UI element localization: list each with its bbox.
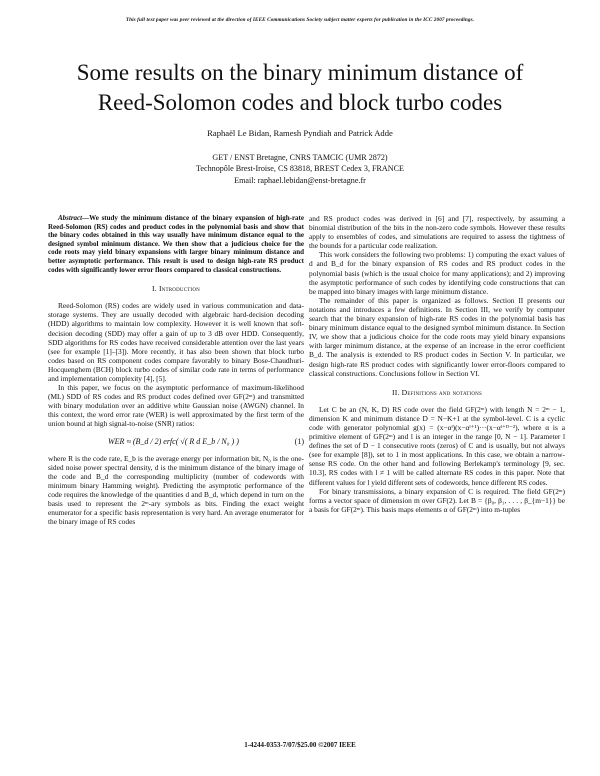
right-paragraph-2: This work considers the following two problems: 1) computing the exact values of d and B_d for the binary expansion of RS codes and RS product codes in the polynomial basis (which is the usual choice for many applications); and 2) improving the asymptotic performance of such codes by identifying code constructions that can be mapped into binary images with large minimum distance. (309, 250, 565, 296)
abstract (48, 214, 304, 274)
intro-paragraph-1: Reed-Solomon (RS) codes are widely used in various communication and data-storage systems. They are usually decoded with algebraic hard-decision decoding (HDD) algorithms to maintain low complexity. However it is well known that soft-decision decoding (SDD) may offer a gain of up to 3 dB over HDD. Consequently, SDD algorithms for RS codes have received considerable attention over the last years (see for example [1]–[3]). More recently, it has also been shown that block turbo codes based on RS component codes compare favorably to binary Bose-Chaudhuri-Hocquenghem (BCH) block turbo codes of similar code rate in terms of performance and implementation complexity [4], [5]. (48, 301, 304, 383)
equation-expression: WER ≈ (B_d / 2) erfc( √( R d E_b / N₀ ) ) (108, 436, 239, 446)
abstract-text: —We study the minimum distance of the binary expansion of high-rate Reed-Solomon (RS) codes and product codes in the polynomial basis and show that the binary codes obtained in this way usually have minimum distance equal to the designed symbol minimum distance. We then show that a judicious choice for the code roots may yield binary expansions with larger binary minimum distance and better asymptotic performance. This result is used to design high-rate RS product codes with significantly lower error floors compared to classical constructions. (48, 214, 304, 274)
definitions-paragraph-2: For binary transmissions, a binary expansion of C is required. The field GF(2ᵐ) forms a vector space of dimension m over GF(2). Let B = {β₀, β₁, . . . , β_{m−1}} be a basis for GF(2ᵐ). This basis maps elements α of GF(2ᵐ) into m-tuples (309, 486, 565, 514)
intro-paragraph-3: where R is the code rate, E_b is the average energy per information bit, N₀ is the one-sided noise power spectral density, d is the minimum distance of the binary image of the code and B_d the corresponding multiplicity (number of codewords with minimum binary Hamming weight). Predicting the asymptotic performance of the code requires the knowledge of the quantities d and B_d, which depend in turn on the basis used to represent the 2ᵐ-ary symbols as bits. Finding the exact weight enumerator for a specific basis representation is very hard. An average enumerator for the binary image of RS codes (48, 453, 304, 527)
affiliation-email: Email: raphael.lebidan@enst-bretagne.fr (234, 175, 366, 185)
paper-title (40, 58, 560, 118)
left-column (48, 214, 304, 526)
footer-copyright: 1-4244-0353-7/07/$25.00 ©2007 IEEE (244, 741, 356, 749)
right-column (309, 214, 565, 514)
affiliation-line-2: Technopôle Brest-Iroise, CS 83818, BREST Cedex 3, FRANCE (196, 164, 404, 174)
right-paragraph-3: The remainder of this paper is organized as follows. Section II presents our notations and introduces a few definitions. In Section III, we verify by computer search that the binary expansion of high-rate RS codes in the polynomial basis has binary minimum distance equal to the designed symbol minimum distance. In Section IV, we show that a judicious choice for the code roots may yield binary expansions with larger minimum distance, at the expense of an increase in the error coefficient B_d. The analysis is extended to RS product codes in Section V. In particular, we design high-rate RS product codes with significantly lower error-floors compared to classical constructions. Conclusions follow in Section VI. (309, 295, 565, 378)
title-line-1: Some results on the binary minimum distance of (76, 60, 524, 85)
right-paragraph-1: and RS product codes was derived in [6] and [7], respectively, by assuming a binomial distribution of the bits in the non-zero code symbols. However these results apply to ensembles of codes, and simulations are required to assess the tightness of the bounds for a particular code realization. (309, 214, 565, 251)
abstract-label: Abstract (58, 214, 83, 222)
title-line-2: Reed-Solomon codes and block turbo codes (97, 90, 503, 115)
intro-paragraph-2: In this paper, we focus on the asymptotic performance of maximum-likelihood (ML) SDD of RS codes and RS product codes defined over GF(2ᵐ) and transmitted with binary modulation over an additive white Gaussian noise (AWGN) channel. In this context, the word error rate (WER) is well approximated by the first term of the union bound at high signal-to-noise (SNR) ratios: (48, 383, 304, 429)
affiliation (0, 152, 600, 186)
equation-1 (48, 437, 304, 446)
authors: Raphaël Le Bidan, Ramesh Pyndiah and Patrick Adde (207, 128, 393, 138)
section-1-heading: I. Introduction (152, 284, 200, 294)
section-2-heading: II. Definitions and notations (392, 387, 482, 397)
definitions-paragraph-1: Let C be an (N, K, D) RS code over the field GF(2ᵐ) with length N = 2ᵐ − 1, dimension K and minimum distance D = N−K+1 at the symbol-level. C is a cyclic code with generator polynomial g(x) = (x−αˡ)(x−αˡ⁺¹)···(x−αˡ⁺ᴰ⁻²), where α is a primitive element of GF(2ᵐ) and l is an integer in the range [0, N − 1]. Parameter l defines the set of D − 1 consecutive roots (zeros) of C and is usually, but not always (see for example [8]), set to 1 in most applications. In this case, we obtain a narrow-sense RS code. On the other hand and following Berlekamp's terminology [9, sec. 10.3], RS codes with l ≠ 1 will be called alternate RS codes in this paper. Note that different values for l yield different sets of codewords, hence different RS codes. (309, 404, 565, 487)
affiliation-line-1: GET / ENST Bretagne, CNRS TAMCIC (UMR 2872) (212, 153, 388, 162)
header-note: This full text paper was peer reviewed at the direction of IEEE Communications Society subject matter experts for publication in the ICC 2007 proceedings. (125, 17, 475, 23)
equation-number: (1) (294, 436, 304, 446)
